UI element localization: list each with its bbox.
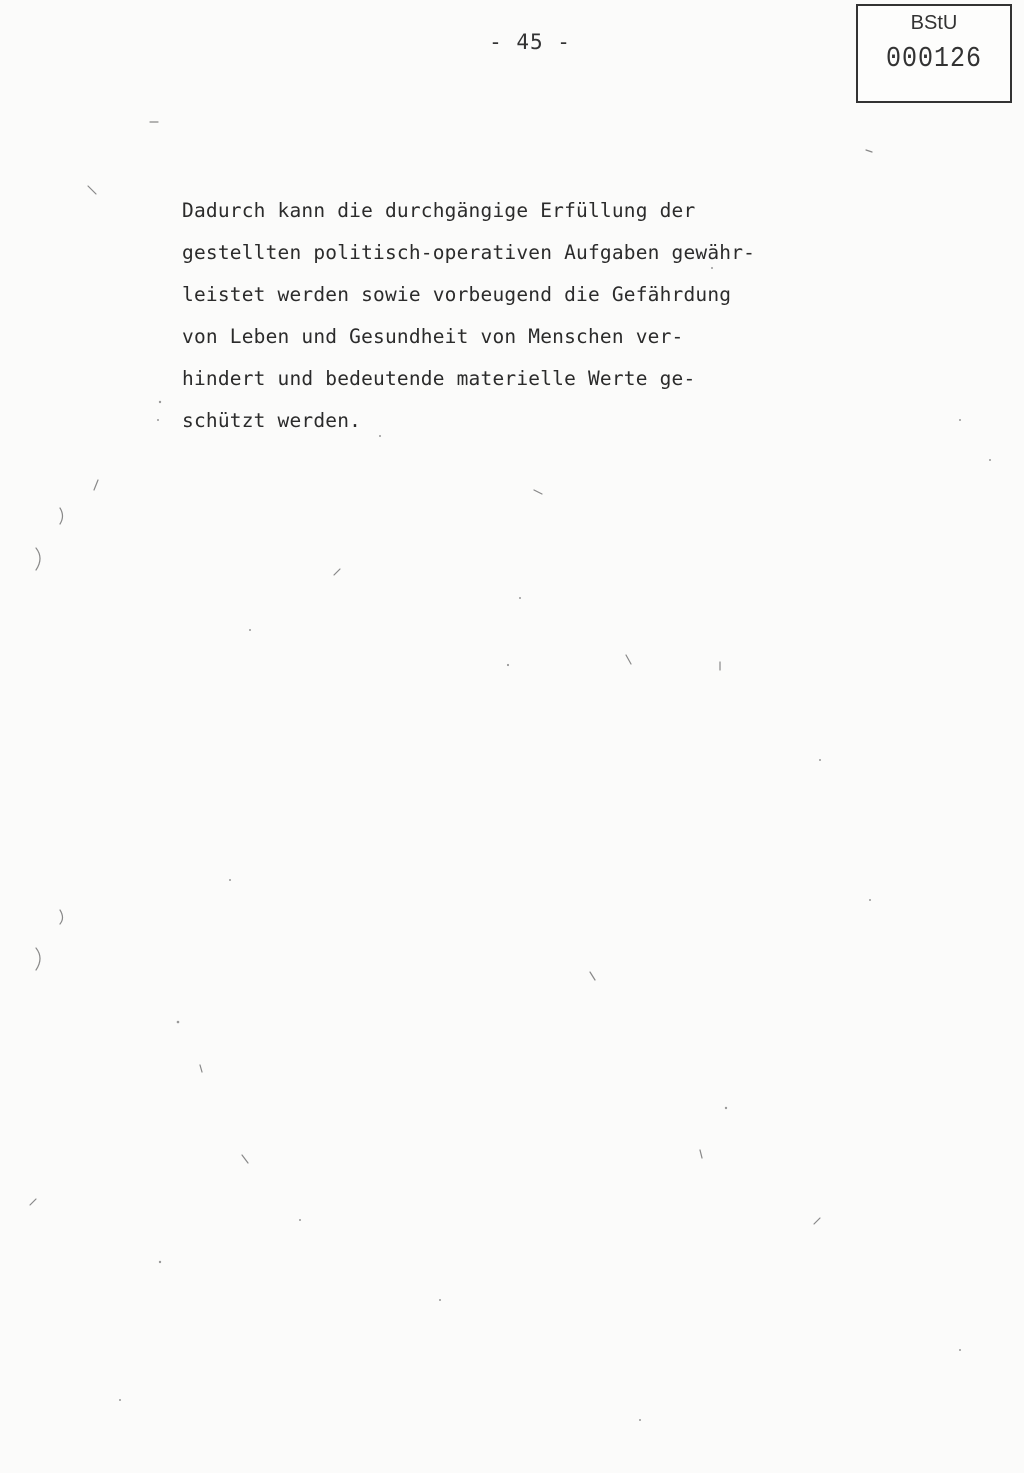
paragraph-line: leistet werden sowie vorbeugend die Gefährdung: [182, 283, 732, 306]
paragraph-line: hindert und bedeutende materielle Werte ge-: [182, 367, 696, 390]
paragraph-line: gestellten politisch-operativen Aufgaben gewähr-: [182, 241, 756, 264]
paragraph-line: Dadurch kann die durchgängige Erfüllung der: [182, 199, 696, 222]
stamp-number: 000126: [885, 41, 982, 76]
stamp-label: BStU: [910, 12, 958, 34]
body-paragraph: [182, 190, 862, 442]
archive-stamp: [856, 4, 1012, 103]
paragraph-line: schützt werden.: [182, 409, 362, 432]
paragraph-line: von Leben und Gesundheit von Menschen ver-: [182, 325, 684, 348]
page-number: - 45 -: [489, 30, 571, 54]
